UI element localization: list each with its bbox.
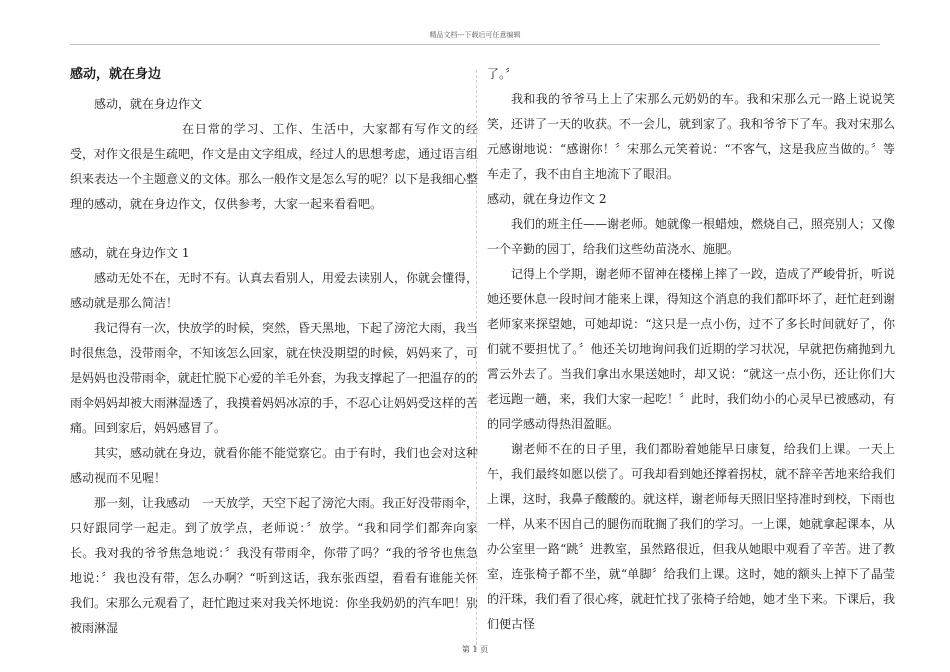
paragraph: 我们的班主任——谢老师。她就像一根蜡烛，燃烧自己，照亮别人；又像一个辛勤的园丁，给我们这些幼苗浇水、施肥。 xyxy=(487,217,896,256)
paragraph: 谢老师不在的日子里，我们都盼着她能早日康复，给我们上课。一天上午，我们最终如愿以偿了。可我却看到她还撑着拐杖，就不辞辛苦地来给我们上课，这时，我鼻子酸酸的。就这样，谢老师每天照旧坚持准时到校，下雨也一样，从来不因自己的腿伤而耽搁了我们的学习。一上课，她就拿起课本，从办公室里一路“跳〞进教室，虽然路很近，但我从她眼中观看了辛苦。进了教室，连张椅子都不坐，就“单脚〞给我们上课。这时，她的额头上掉下了晶莹的汗珠，我们看了很心疼，就赶忙找了张椅子给她，她才坐下来。下课后，我们便古怪 xyxy=(487,442,896,631)
right-column xyxy=(487,62,895,637)
left-column xyxy=(70,62,478,641)
paragraph: 我记得有一次，快放学的时候，突然，昏天黑地，下起了滂沱大雨，我当时很焦急，没带雨伞，不知该怎么回家，就在快没期望的时候，妈妈来了，可是妈妈也没带雨伞，就赶忙脱下心爱的羊毛外套，为我支撑起了一把温存的的雨伞妈妈却被大雨淋湿透了，我摸着妈妈冰凉的手，不忍心让妈妈受这样的苦痛。回到家后，妈妈感冒了。 xyxy=(70,321,479,435)
paragraph: 记得上个学期，谢老师不留神在楼梯上摔了一跤，造成了严峻骨折，听说她还要休息一段时间才能来上课，得知这个消息的我们都吓坏了，赶忙赶到谢老师家来探望她，可她却说：“这只是一点小伤，过不了多长时间就好了，你们就不要担忧了。〞他还关切地询问我们近期的学习状况，早就把伤痛抛到九霄云外去了。当我们拿出水果送她时，却又说：“就这一点小伤，还让你们大老远跑一趟，来，我们大家一起吃！〞此时，我们幼小的心灵早已被感动，有的同学感动得热泪盈眶。 xyxy=(487,267,896,431)
column-divider xyxy=(476,70,477,650)
intro-paragraph: 在日常的学习、工作、生活中，大家都有写作文的经受，对作文很是生疏吧，作文是由文字组成，经过人的思想考虑，通过语言组织来表达一个主题意义的文体。那么一般作文是怎么写的呢？以下是我细心整理的感动，就在身边作文，仅供参考，大家一起来看看吧。 xyxy=(70,122,479,211)
page-number: 第 1 页 xyxy=(461,645,489,654)
section-heading-2: 感动，就在身边作文 2 xyxy=(487,192,607,206)
document-title: 感动，就在身边 xyxy=(70,67,162,82)
article-heading: 感动，就在身边作文 xyxy=(94,97,203,111)
paragraph: 感动无处不在，无时不有。认真去看别人，用爱去读别人，你就会懂得，感动就是那么简洁！ xyxy=(70,271,479,310)
paragraph: 那一刻，让我感动 一天放学，天空下起了滂沱大雨。我正好没带雨伞，只好跟同学一起走。到了放学点，老师说：〞放学。“我和同学们都奔向家长。我对我的爷爷焦急地说：〞我没有带雨伞，你带了吗？“我的爷爷也焦急地说：〞我也没有带，怎么办啊？“听到这话，我东张西望，看看有谁能关怀我们。宋那么元观看了，赶忙跑过来对我关怀地说：你坐我奶奶的汽车吧！别被雨淋湿 xyxy=(70,496,479,635)
header-rule xyxy=(70,44,880,45)
blank-line xyxy=(70,217,478,241)
paragraph-continuation: 了。〞 xyxy=(487,67,518,81)
paragraph: 其实，感动就在身边，就看你能不能觉察它。由于有时，我们也会对这种感动视而不见喔！ xyxy=(70,446,479,485)
paragraph: 我和我的爷爷马上上了宋那么元奶奶的车。我和宋那么元一路上说说笑笑，还讲了一天的收获。不一会儿，就到家了。我和爷爷下了车。我对宋那么元感谢地说：“感谢你！〞宋那么元笑着说：“不客气，这是我应当做的。〞等车走了，我不由自主地流下了眼泪。 xyxy=(487,92,896,181)
page-header: 精品文档---下载后可任意编辑 xyxy=(429,31,521,39)
section-heading-1: 感动，就在身边作文 1 xyxy=(70,246,190,260)
